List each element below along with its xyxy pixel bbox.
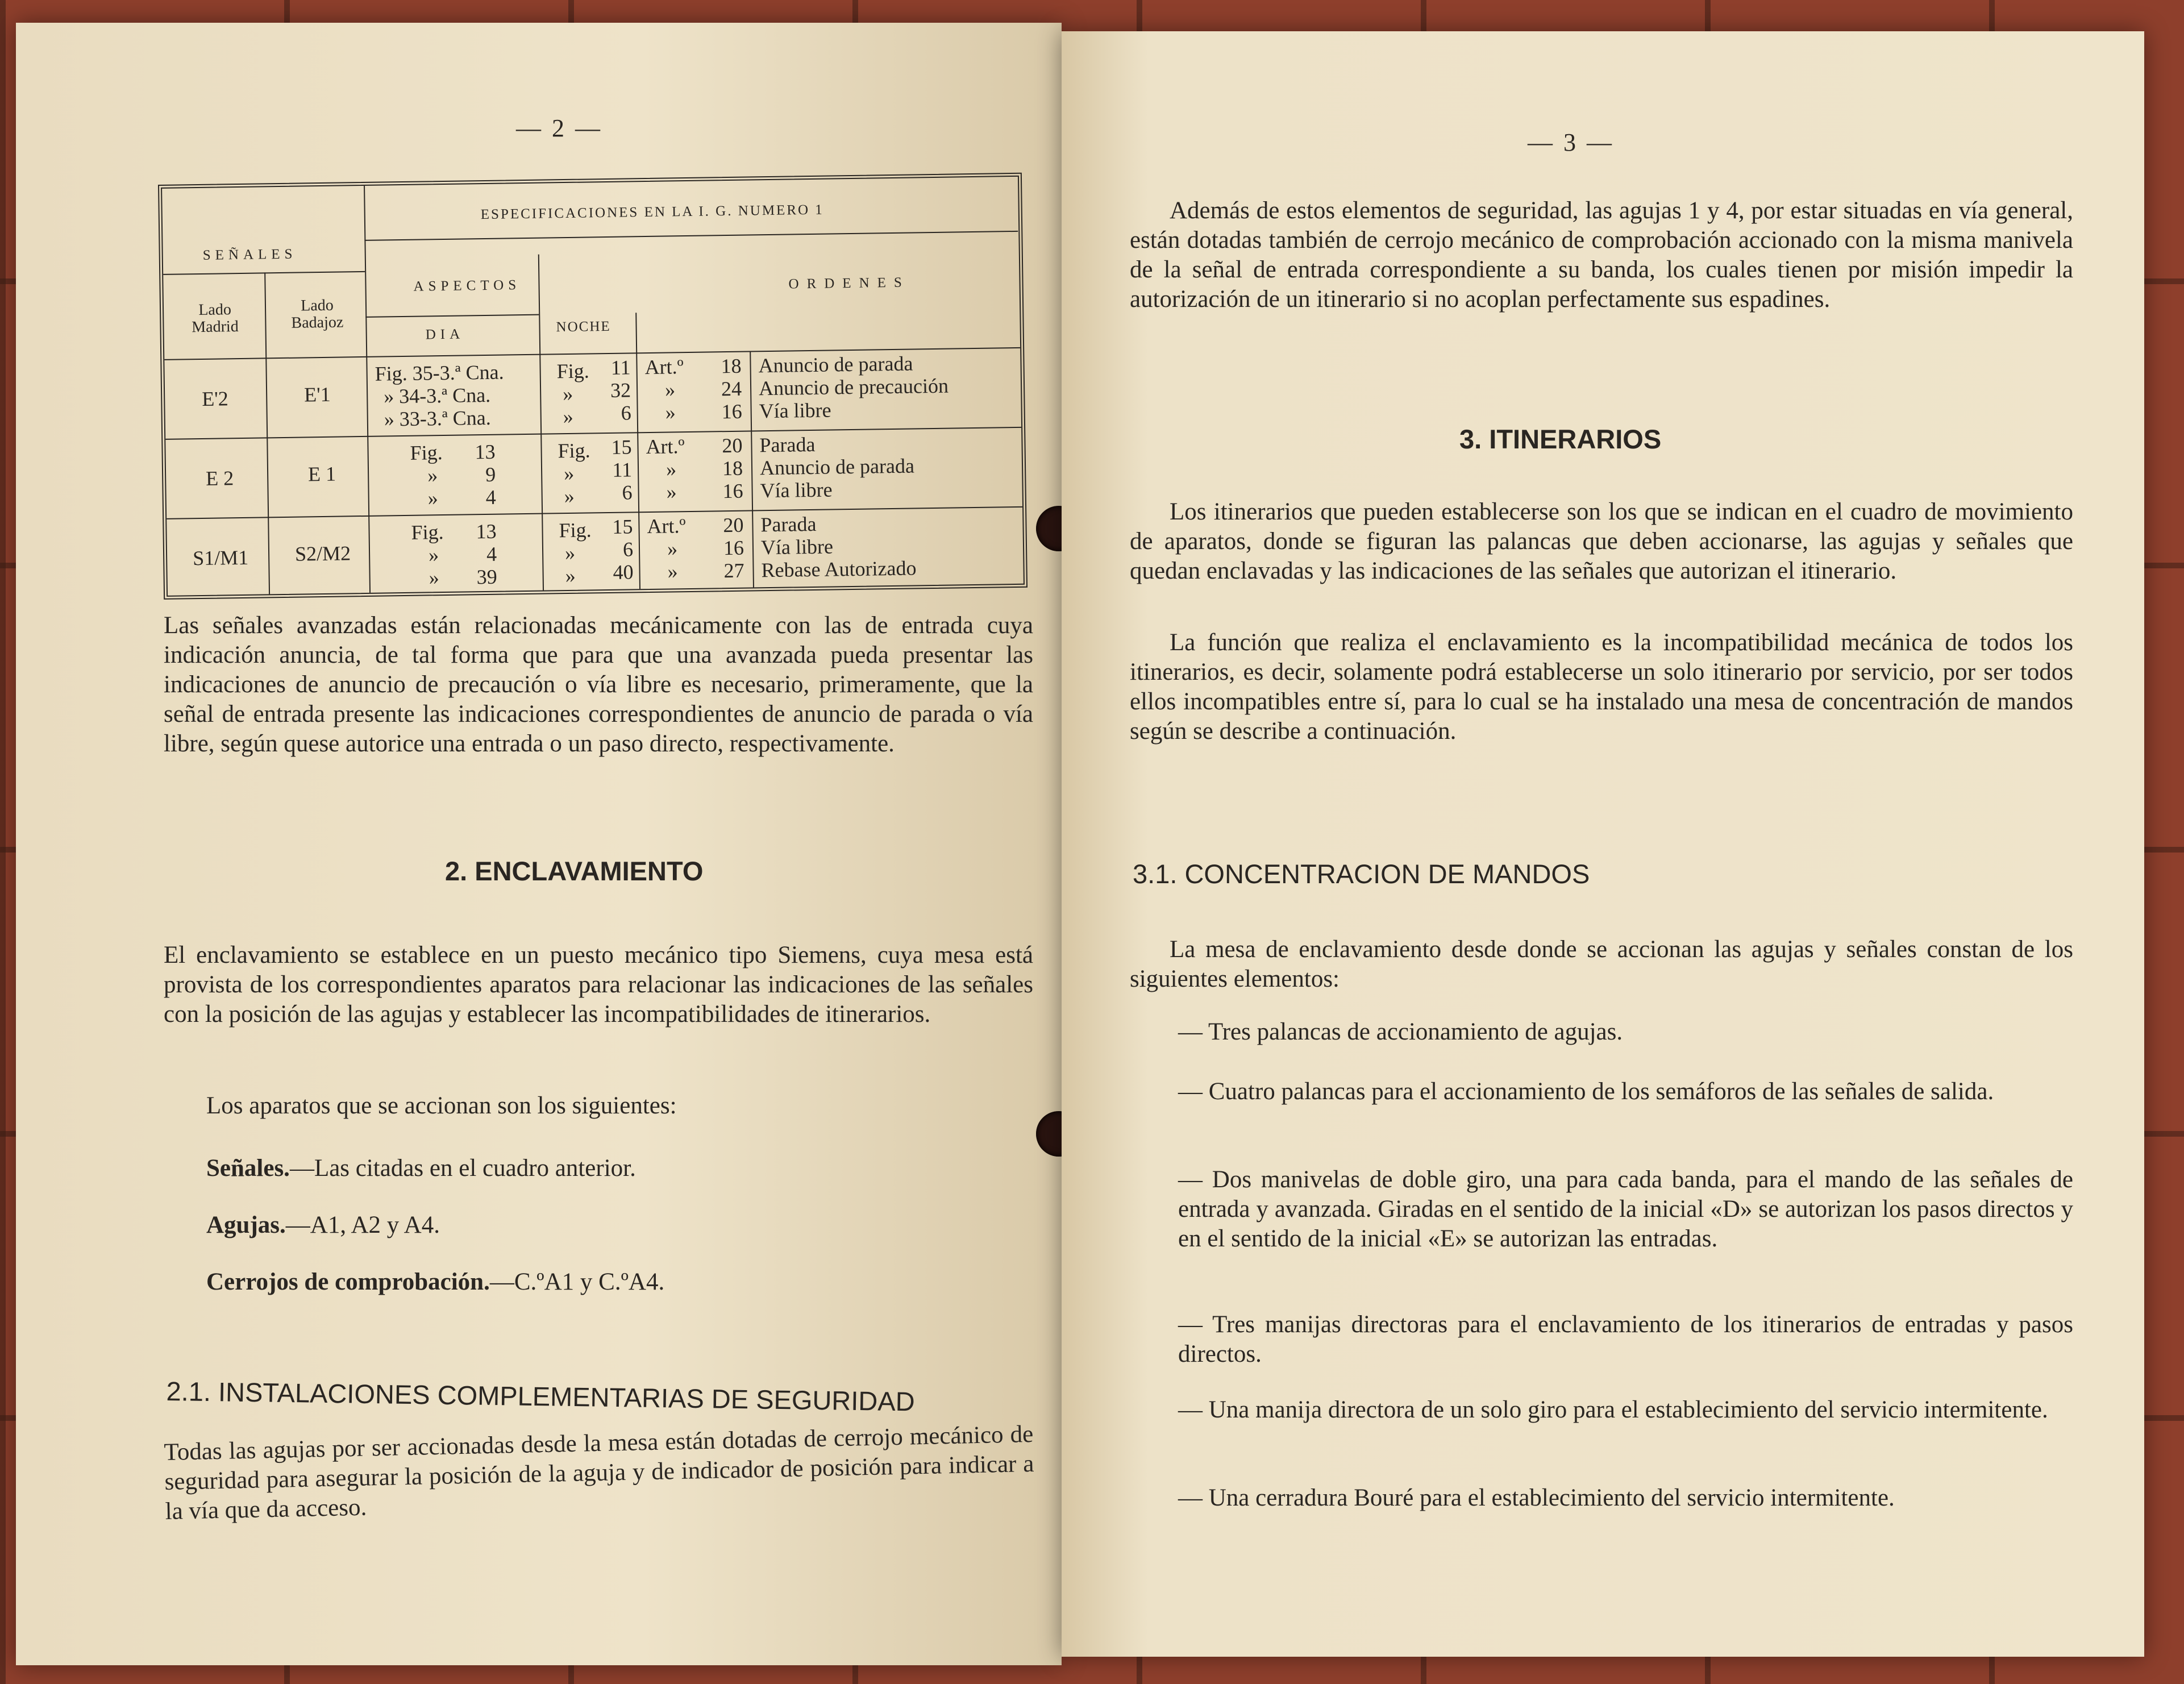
section-heading-3-1: 3.1. CONCENTRACION DE MANDOS [1133, 859, 1590, 889]
list-item-3: — Dos manivelas de doble giro, una para cada banda, para el mando de las señales de entrada y avanzada. Giradas en el sentido de la inicial «D» se autorizan los pasos directos y en el sentido de la inicial «E» se autorizan las entradas. [1178, 1166, 2073, 1252]
row2-madrid: E 2 [205, 467, 234, 490]
row2-orden-1: Parada [759, 433, 816, 457]
left-paragraph-4: Todas las agujas por ser accionadas desde la mesa están dotadas de cerrojo mecánico de seguridad para asegurar la posición de la aguja y de indicador de posición para indicar a la vía que da acceso. [164, 1420, 1034, 1525]
row2-dia-l1: Fig. [410, 441, 443, 464]
right-paragraph-1: Además de estos elementos de seguridad, las agujas 1 y 4, por estar situadas en vía general, están dotadas también de cerrojo mecánico de comprobación accionado con la misma manivela de la señal de entrada correspondiente a su banda, los cuales tienen por misión impedir la autorización de un itinerario si no acoplan perfectamente sus espadines. [1130, 197, 2073, 313]
row2-noche-n3: 6 [622, 481, 633, 504]
col-ordenes: ORDENES [788, 275, 910, 292]
row2-art-l2: » [665, 458, 677, 481]
left-page [16, 23, 1062, 1665]
row3-orden-1: Parada [760, 512, 817, 537]
senales-label: Señales. [206, 1155, 290, 1182]
agujas-line [206, 1211, 440, 1240]
senales-text: —Las citadas en el cuadro anterior. [289, 1155, 636, 1182]
col-lado-badajoz: Lado Badajoz [291, 296, 344, 332]
row2-art-l1: Art.º [646, 435, 685, 459]
row2-orden-3: Vía libre [760, 478, 833, 502]
col-aspectos: ASPECTOS [413, 277, 521, 294]
col-lado-madrid: Lado Madrid [192, 301, 239, 336]
row3-art-l3: » [667, 560, 678, 583]
row3-art-n3: 27 [723, 559, 744, 583]
cerrojos-label: Cerrojos de comprobación. [206, 1269, 490, 1295]
row3-orden-3: Rebase Autorizado [761, 556, 917, 582]
row3-noche-l2: » [564, 541, 576, 565]
row1-art-n1: 18 [721, 354, 742, 378]
right-paragraph-2: Los itinerarios que pueden establecerse son los que se indican en el cuadro de movimiento de aparatos, donde se figuran las palancas que deben accionarse, las agujas y señales que quedan enclavadas y las indicaciones de las señales que autorizan el itinerario. [1130, 498, 2073, 584]
cerrojos-text: —C.ºA1 y C.ºA4. [489, 1269, 665, 1295]
row2-noche-n1: 15 [611, 435, 632, 459]
section-heading-2-1: 2.1. INSTALACIONES COMPLEMENTARIAS DE SEGURIDAD [166, 1376, 916, 1417]
list-item-2: — Cuatro palancas para el accionamiento de los semáforos de las señales de salida. [1178, 1078, 1994, 1105]
row1-noche-n2: 32 [610, 379, 631, 402]
row3-art-n2: 16 [723, 536, 744, 560]
row2-dia-l2: » [427, 464, 438, 487]
cerrojos-line [206, 1267, 664, 1297]
row3-art-n1: 20 [723, 513, 744, 537]
row1-noche-l1: Fig. [556, 359, 589, 383]
list-item-6: — Una cerradura Bouré para el establecimiento del servicio intermitente. [1178, 1485, 1895, 1511]
row1-dia-1: Fig. 35-3.ª Cna. [375, 360, 504, 385]
list-item-1: — Tres palancas de accionamiento de agujas. [1178, 1018, 1623, 1045]
section-heading-2: 2. ENCLAVAMIENTO [445, 856, 704, 886]
row2-noche-l2: » [563, 461, 575, 485]
left-paragraph-2: El enclavamiento se establece en un puesto mecánico tipo Siemens, cuya mesa está provista de los correspondientes aparatos para relacionar las indicaciones de las señales con la posición de las agujas y establecer las incompatibilidades de itinerarios. [164, 942, 1033, 1028]
right-paragraph-4: La mesa de enclavamiento desde donde se accionan las agujas y señales constan de los siguientes elementos: [1130, 936, 2073, 992]
agujas-text: —A1, A2 y A4. [285, 1212, 440, 1238]
col-especificaciones: ESPECIFICACIONES EN LA I. G. NUMERO 1 [480, 202, 825, 223]
row2-noche-l1: Fig. [558, 439, 590, 463]
row1-madrid: E'2 [201, 387, 229, 410]
row1-orden-2: Anuncio de precaución [758, 374, 949, 400]
row3-dia-l2: » [428, 543, 439, 567]
row2-dia-n1: 13 [475, 440, 496, 464]
row3-dia-n2: 4 [486, 542, 497, 566]
row3-dia-n3: 39 [476, 565, 497, 589]
row2-dia-n2: 9 [485, 463, 496, 487]
row3-orden-2: Vía libre [760, 535, 834, 559]
page-number-right: — 3 — [1528, 128, 1614, 156]
col-noche: NOCHE [556, 318, 611, 335]
left-paragraph-3: Los aparatos que se accionan son los siguientes: [206, 1092, 677, 1119]
row1-orden-3: Vía libre [759, 398, 831, 423]
row3-dia-n1: 13 [476, 519, 497, 543]
row1-art-n2: 24 [721, 377, 742, 401]
row3-badajoz: S2/M2 [294, 542, 351, 566]
row3-noche-l1: Fig. [559, 518, 592, 542]
row1-art-n3: 16 [721, 400, 742, 423]
row1-noche-l3: » [563, 405, 574, 429]
row1-art-l3: » [665, 401, 676, 424]
left-paragraph-1: Las señales avanzadas están relacionadas mecánicamente con las de entrada cuya indicación anuncia, de tal forma que para que una avanzada pueda presentar las indicaciones de anuncio de precaución o vía libre es necesario, primeramente, que la señal de entrada presente las indicaciones correspondientes de anuncio de parada o vía libre, según quese autorice una entrada o un paso directo, respectivamente. [164, 612, 1033, 757]
row1-noche-n1: 11 [610, 356, 631, 379]
agujas-label: Agujas. [206, 1212, 286, 1238]
row1-noche-l2: » [562, 382, 573, 406]
row2-art-n2: 18 [722, 456, 743, 480]
right-page [1062, 31, 2144, 1657]
row3-noche-n2: 6 [622, 538, 634, 561]
row3-noche-n1: 15 [612, 515, 633, 538]
row3-noche-l3: » [565, 564, 576, 588]
row3-madrid: S1/M1 [192, 546, 249, 570]
row3-art-l1: Art.º [647, 514, 686, 538]
row1-art-l1: Art.º [644, 355, 684, 379]
senales-line [206, 1154, 636, 1183]
right-paragraph-3: La función que realiza el enclavamiento es la incompatibilidad mecánica de todos los itinerarios, es decir, solamente podrá establecerse un solo itinerario por servicio, por ser todos ellos incompatibles entre sí, para lo cual se ha instalado una mesa de concentración de mandos según se describe a continuación. [1130, 629, 2073, 745]
section-heading-3: 3. ITINERARIOS [1459, 424, 1662, 454]
signals-table [158, 173, 1027, 600]
col-senales: SEÑALES [202, 246, 297, 263]
row3-noche-n3: 40 [613, 560, 634, 584]
row2-noche-n2: 11 [612, 458, 633, 481]
row2-badajoz: E 1 [307, 462, 336, 486]
row1-dia-3: » 33-3.ª Cna. [384, 406, 491, 431]
row3-dia-l1: Fig. [411, 521, 444, 544]
row2-noche-l3: » [564, 484, 575, 508]
row2-art-n3: 16 [722, 479, 743, 503]
col-dia: DIA [425, 326, 465, 343]
page-number-left: — 2 — [516, 114, 602, 142]
row2-orden-2: Anuncio de parada [759, 454, 915, 480]
row1-badajoz: E'1 [303, 382, 331, 406]
row1-noche-n3: 6 [621, 401, 631, 425]
row1-dia-2: » 34-3.ª Cna. [383, 383, 491, 408]
list-item-4: — Tres manijas directoras para el enclavamiento de los itinerarios de entradas y pasos directos. [1178, 1311, 2073, 1367]
row3-art-l2: » [667, 537, 678, 560]
row1-art-l2: » [664, 378, 676, 401]
row2-art-l3: » [666, 480, 677, 504]
row2-dia-l3: » [427, 487, 439, 510]
row1-orden-1: Anuncio de parada [758, 352, 913, 377]
list-item-5: — Una manija directora de un solo giro para el establecimiento del servicio intermitente. [1178, 1396, 2048, 1423]
row2-art-n1: 20 [722, 434, 743, 458]
row2-dia-n3: 4 [485, 485, 497, 509]
row3-dia-l3: » [429, 566, 439, 589]
